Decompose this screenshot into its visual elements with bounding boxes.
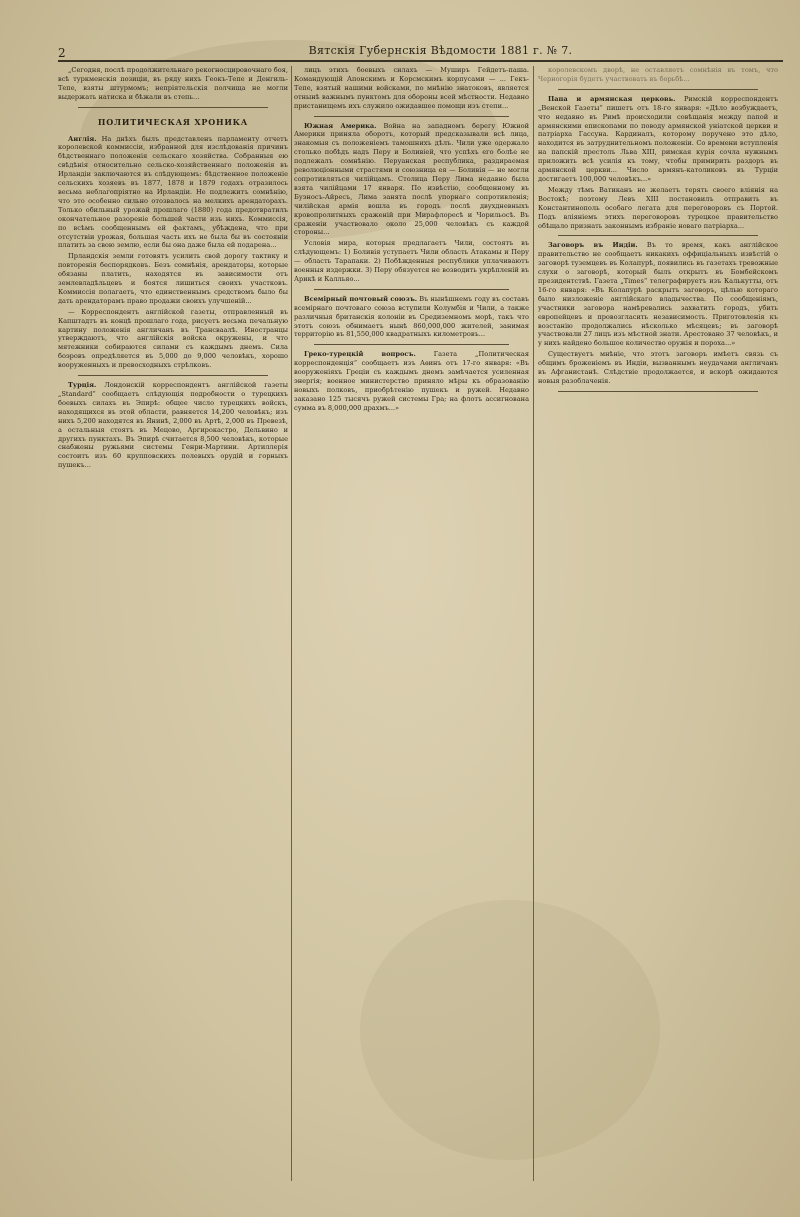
section-title: ПОЛИТИЧЕСКАЯ ХРОНИКА — [97, 116, 249, 127]
article-lead: Всемiрный почтовый союзъ. — [304, 294, 418, 303]
article-body: Прландскiя земли готовятъ усилить свой дорогу тактику и повторенiя беспорядковъ. Безъ сомнѣнiя, арендаторы, которые обязаны платить, находятся въ зависимости отъ землевладѣльцевъ и боятся лишиться своихъ участковъ. Коммиссiя полагаетъ, что единственнымъ средствомъ было бы дать арендаторамъ право продажи своихъ улучшенiй... — [58, 252, 288, 305]
section-divider — [558, 391, 758, 392]
article-postal — [294, 295, 529, 340]
newspaper-title: Вятскiя Губернскiя Вѣдомости 1881 г. № 7. — [308, 44, 573, 57]
article-body: Римскiй корреспондентъ „Венской Газеты“ пишетъ отъ 18-го января: «Дѣло возбуждаетъ, что недавно въ Римѣ происходили совѣщанiя между папой и армянскими епископами по поводу армянской унiатской церкви и патрiарха Гассуна. Кардиналъ, которому поручено это дѣло, находится въ затруднительномъ положенiи. Со времени вступленiя на папскiй престолъ Льва XIII, римская курiя сочла нужнымъ приложить всѣ усилiя къ тому, чтобы примирить раздоръ въ армянской церкви... Число армянъ-католиковъ въ Турцiи достигаетъ 100,000 человѣкъ...» — [538, 94, 778, 183]
article-body: королевскомъ дворѣ, не оставляетъ сомнѣнiя въ томъ, что Черногорiя будетъ участвовать въ борьбѣ... — [538, 66, 778, 83]
column-divider — [291, 66, 292, 1181]
section-divider — [78, 107, 268, 108]
column-left — [58, 66, 288, 1181]
article-lead: Англiя. — [68, 134, 97, 143]
article-body: На днѣхъ былъ представленъ парламенту отчетъ королевской коммиссiи, избранной для изслѣдованiя причинъ бѣдственнаго положенiя сельскаго хозяйства. Собранныя ею свѣдѣнiя относительно сельско-хозяйственнаго положенiя въ Ирландiи заключаются въ слѣдующемъ: бѣдственное положенiе сельскихъ хозяевъ въ 1877, 1878 и 1879 годахъ отразилось весьма неблагопрiятно на Ирландiи. Не подлежитъ сомнѣнiю, что это особенно сильно отозвалось на мелкихъ арендаторахъ. Только обильный урожай прошлаго (1880) года предотвратилъ окончательное разоренiе большей части изъ нихъ. Коммиссiя, по всѣмъ сообщеннымъ ей фактамъ, убѣждена, что при отсутствiи урожая, большая часть ихъ не была бы въ состоянiи платить за свою землю, если бы она даже была ей подарена... — [58, 134, 288, 250]
article-south-america — [294, 122, 529, 238]
article-body: — Корреспондентъ англiйской газеты, отправленный въ Капштадтъ въ концѣ прошлаго года, рисуетъ весьма печальную картину положенiя англичанъ въ Трансваалѣ. Иностранцы утверждаютъ, что англiйскiя войска окружены, и что мятежники собираются силами съ каждымъ днемъ. Сила боэровъ опредѣляется въ 5,000 до 9,000 человѣкъ, хорошо вооруженныхъ и превосходныхъ стрѣлковъ. — [58, 307, 288, 370]
article-body: Существуетъ мнѣнiе, что этотъ заговоръ имѣетъ связь съ общимъ броженiемъ въ Индiи, вызваннымъ неудачами англичанъ въ Афганистанѣ. Слѣдствiе продолжается, и вскорѣ ожидаются новыя разоблаченiя. — [538, 350, 778, 385]
column-middle — [294, 66, 529, 1181]
article-lead: Турцiя. — [68, 381, 97, 390]
article-india — [538, 241, 778, 348]
article-body: Условiя мира, которыя предлагаетъ Чили, состоятъ въ слѣдующемъ: 1) Боливiя уступаетъ Чили область Атакамы и Перу — область Тарапаки. 2) Побѣжденныя республики уплачиваютъ военныя издержки. 3) Перу обязуется не возводить укрѣпленiй въ Арикѣ и Калльяо... — [294, 239, 529, 283]
article-body: Война на западномъ берегу Южной Америки приняла оборотъ, который предсказывали всѣ лица, знакомыя съ положенiемъ тамошнихъ дѣлъ. Чили уже одержало столько побѣдъ надъ Перу и Боливiей, что успѣхъ его болѣе не подлежалъ сомнѣнiю. Перуанская республика, раздираемая революцiонными страстями и союзница ея — Боливiя — не могли сопротивляться чилiйцамъ. Столица Перу Лима недавно была взята чилiйцами 17 января. По извѣстiю, сообщенному въ Буэносъ-Айресъ, Лима занята послѣ упорнаго сопротивленiя; чилiйская армiя вошла въ городъ послѣ двухдневныхъ кровопролитныхъ сраженiй при Мирафлоресѣ и Чорильосѣ. Въ сраженiи участвовало около 25,000 человѣкъ съ каждой стороны... — [294, 121, 529, 237]
article-papacy — [538, 95, 778, 184]
article-body: лицъ этихъ боевыхъ силахъ — Муширъ Гейдетъ-паша. Командующiй Апонскимъ и Корсмскимъ корпусами — ... Гекъ-Тепе, взятый нашими войсками, по мнѣнiю знатоковъ, является отнынѣ важнымъ пунктомъ для обороны всей мѣстности. Недавно пристанищемъ ихъ служило ожидавшее помощи изъ степи... — [294, 66, 529, 110]
article-body: Въ нынѣшнемъ году въ составъ всемiрнаго почтоваго союза вступили Колумбiя и Чили, а также различныя британскiя колонiи въ Средиземномъ морѣ, такъ что этотъ союзъ обнимаетъ нынѣ 860,000,000 жителей, занимая территорiю въ 81,550,000 квадратныхъ километровъ... — [294, 294, 529, 339]
article-greek — [294, 350, 529, 412]
page-header — [58, 28, 783, 62]
article-body: Газета „Политическая корреспонденцiя“ сообщаетъ изъ Аѳинъ отъ 17-го января: «Въ вооруженiяхъ Грецiи съ каждымъ днемъ замѣчается усиленная энергiя; военное министерство приняло мѣры къ образованiю новыхъ полковъ, приобрѣтенiю пушекъ и ружей. Недавно заказано 125 тысячъ ружей системы Гра; на флотъ ассигнована сумма въ 8,000,000 драхмъ...» — [294, 350, 529, 412]
telegram-intro: „Сегодня, послѣ продолжительнаго рекогносцировочнаго боя, всѣ туркменскiя позицiи, въ ряду нихъ Геокъ-Тепе и Денгиль-Тепе, взяты штурмомъ; непрiятельскiя полчища не могли выдержать натиска и бѣжали въ степь... — [58, 66, 288, 101]
column-divider — [533, 66, 534, 1181]
article-turkey — [58, 381, 288, 470]
article-body: Между тѣмъ Ватиканъ не желаетъ терять своего влiянiя на Востокѣ; поэтому Левъ XIII постановилъ отправить въ Константинополь особаго легата для переговоровъ съ Портой. Подъ влiянiемъ этихъ переговоровъ турецкое правительство обѣщало признать законнымъ избранiе новаго патрiарха... — [538, 185, 778, 230]
article-lead: Греко-турецкiй вопросъ. — [304, 350, 416, 359]
article-body: Въ то время, какъ англiйское правительство не сообщаетъ никакихъ оффицiальныхъ извѣстiй о заговорѣ туземцевъ въ Колапурѣ, появились въ газетахъ тревожные слухи о заговорѣ, который былъ открытъ въ Бомбейскомъ президентствѣ. Газета „Times“ телеграфируетъ изъ Калькутты, отъ 16-го января: «Въ Колапурѣ раскрытъ заговоръ, цѣлью котораго было низложенiе англiйскаго владычества. По сообщенiямъ, участники заговора намѣревались захватить городъ, убить европейцевъ и провозгласить независимость. Приготовленiя къ возстанiю продолжались нѣсколько мѣсяцевъ; въ заговорѣ участвовали 27 лицъ изъ мѣстной знати. Арестовано 37 человѣкъ, и у нихъ найдено большое количество оружiя и пороха...» — [538, 241, 778, 348]
article-lead: Южная Америка. — [304, 121, 377, 130]
column-right — [538, 66, 778, 1181]
article-body: Лондонскiй корреспондентъ англiйской газеты „Standard“ сообщаетъ слѣдующiя подробности о турецкихъ боевыхъ силахъ въ Эпирѣ: общее число турецкихъ войскъ, находящихся въ этой области, равняется 14,200 человѣкъ; изъ нихъ 5,200 находятся въ Янинѣ, 2,000 въ Артѣ, 2,000 въ Превезѣ, а остальныя стоятъ въ Мецово, Аргирокастро, Дельвино и другихъ пунктахъ. Въ Эпирѣ считается 8,500 человѣкъ, которые снабжены ружьями системы Генри-Мартини. Артиллерiя состоитъ изъ 60 крупповскихъ полевыхъ орудiй и горныхъ пушекъ... — [58, 381, 288, 470]
article-lead: Заговоръ въ Индiи. — [548, 241, 638, 250]
section-divider — [314, 289, 509, 290]
article-lead: Папа и армянская церковь. — [548, 94, 676, 103]
section-divider — [314, 344, 509, 345]
section-divider — [78, 375, 268, 376]
article-england — [58, 135, 288, 251]
section-divider — [558, 89, 758, 90]
page-number: 2 — [58, 46, 66, 60]
section-divider — [558, 235, 758, 236]
section-divider — [314, 116, 509, 117]
